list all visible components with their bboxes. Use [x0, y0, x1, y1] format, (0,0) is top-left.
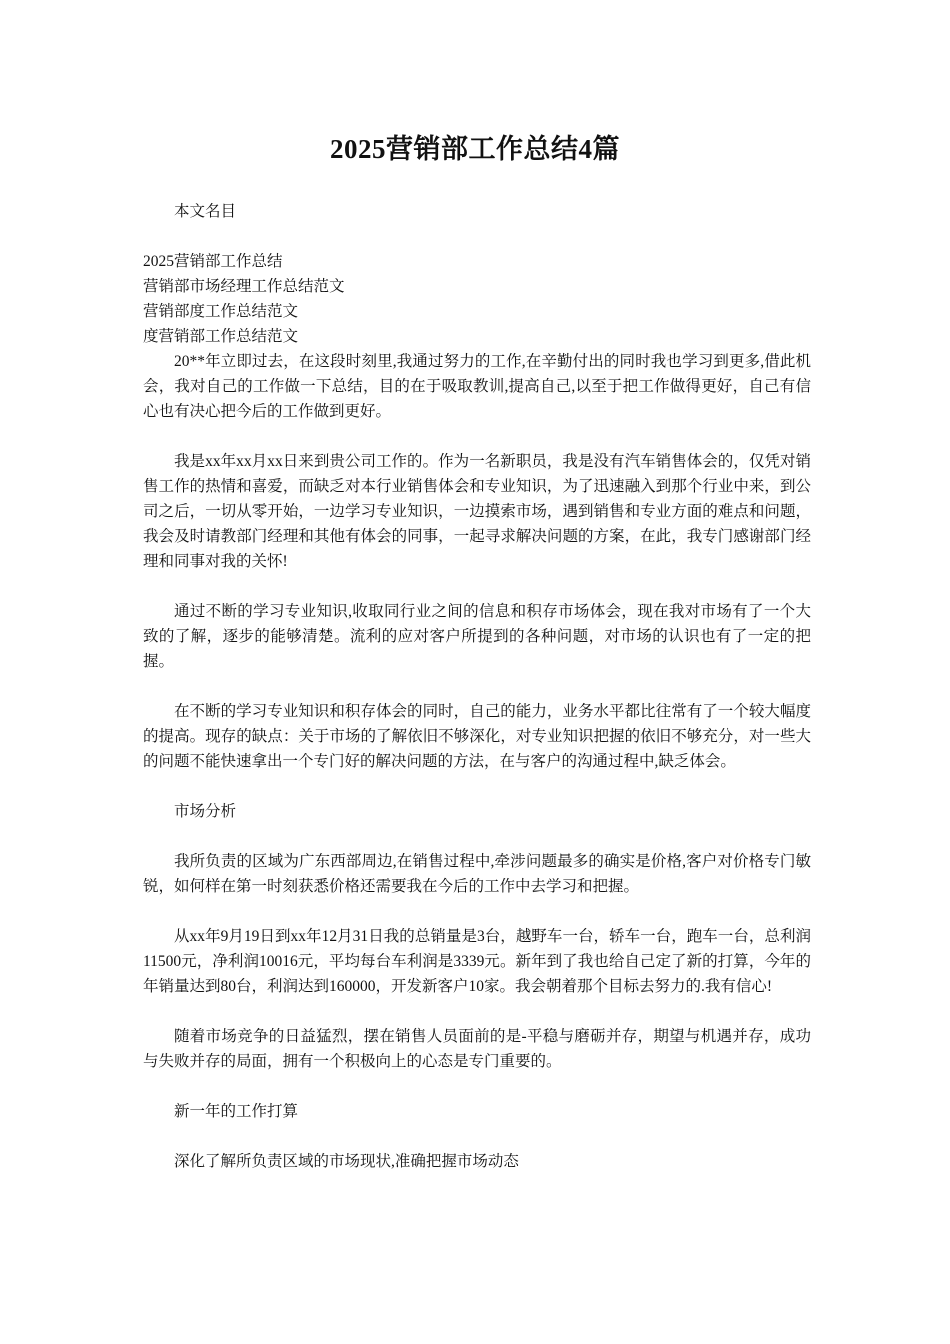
spacer	[143, 899, 811, 924]
paragraph-sales-figures: 从xx年9月19日到xx年12月31日我的总销量是3台，越野车一台，轿车一台，跑车一台，总利润11500元，净利润10016元，平均每台车利润是3339元。新年到了我也给自己定了新的打算，今年的年销量达到80台，利润达到160000，开发新客户10家。我会朝着那个目标去努力的.我有信心!	[143, 928, 811, 995]
toc-item: 营销部度工作总结范文	[143, 303, 299, 320]
spacer	[143, 999, 811, 1024]
spacer	[143, 774, 811, 799]
paragraph-competition: 随着市场竞争的日益猛烈，摆在销售人员面前的是-平稳与磨砺并存，期望与机遇并存，成功与失败并存的局面，拥有一个积极向上的心态是专门重要的。	[143, 1028, 811, 1070]
paragraph-plan-item: 深化了解所负责区域的市场现状,准确把握市场动态	[174, 1153, 519, 1170]
document-title: 2025营销部工作总结4篇	[330, 134, 620, 164]
document-body	[143, 199, 811, 1174]
spacer	[143, 1074, 811, 1099]
paragraph-learning: 通过不断的学习专业知识,收取同行业之间的信息和积存市场体会，现在我对市场有了一个大致的了解，逐步的能够清楚。流利的应对客户所提到的各种问题，对市场的认识也有了一定的把握。	[143, 603, 811, 670]
section-heading-market-analysis: 市场分析	[174, 803, 237, 820]
toc-item: 营销部市场经理工作总结范文	[143, 278, 345, 295]
table-of-contents	[143, 249, 811, 349]
toc-item: 度营销部工作总结范文	[143, 328, 299, 345]
spacer	[143, 674, 811, 699]
spacer	[143, 224, 811, 249]
spacer	[143, 824, 811, 849]
spacer	[143, 1124, 811, 1149]
paragraph-market-region: 我所负责的区域为广东西部周边,在销售过程中,牵涉问题最多的确实是价格,客户对价格专门敏锐，如何样在第一时刻获悉价格还需要我在今后的工作中去学习和把握。	[143, 853, 811, 895]
toc-heading: 本文名目	[174, 203, 237, 220]
toc-item: 2025营销部工作总结	[143, 253, 283, 270]
paragraph-intro: 20**年立即过去，在这段时刻里,我通过努力的工作,在辛勤付出的同时我也学习到更多,借此机会，我对自己的工作做一下总结，目的在于吸取教训,提高自己,以至于把工作做得更好，自己有信心也有决心把今后的工作做到更好。	[143, 353, 811, 420]
spacer	[143, 574, 811, 599]
section-heading-new-year-plan: 新一年的工作打算	[174, 1103, 299, 1120]
paragraph-shortcomings: 在不断的学习专业知识和积存体会的同时，自己的能力，业务水平都比往常有了一个较大幅度的提高。现存的缺点：关于市场的了解依旧不够深化，对专业知识把握的依旧不够充分，对一些大的问题不能快速拿出一个专门好的解决问题的方法，在与客户的沟通过程中,缺乏体会。	[143, 703, 811, 770]
paragraph-background: 我是xx年xx月xx日来到贵公司工作的。作为一名新职员，我是没有汽车销售体会的，仅凭对销售工作的热情和喜爱，而缺乏对本行业销售体会和专业知识，为了迅速融入到那个行业中来，到公司之后，一切从零开始，一边学习专业知识，一边摸索市场，遇到销售和专业方面的难点和问题，我会及时请教部门经理和其他有体会的同事，一起寻求解决问题的方案，在此，我专门感谢部门经理和同事对我的关怀!	[143, 453, 811, 570]
spacer	[143, 424, 811, 449]
